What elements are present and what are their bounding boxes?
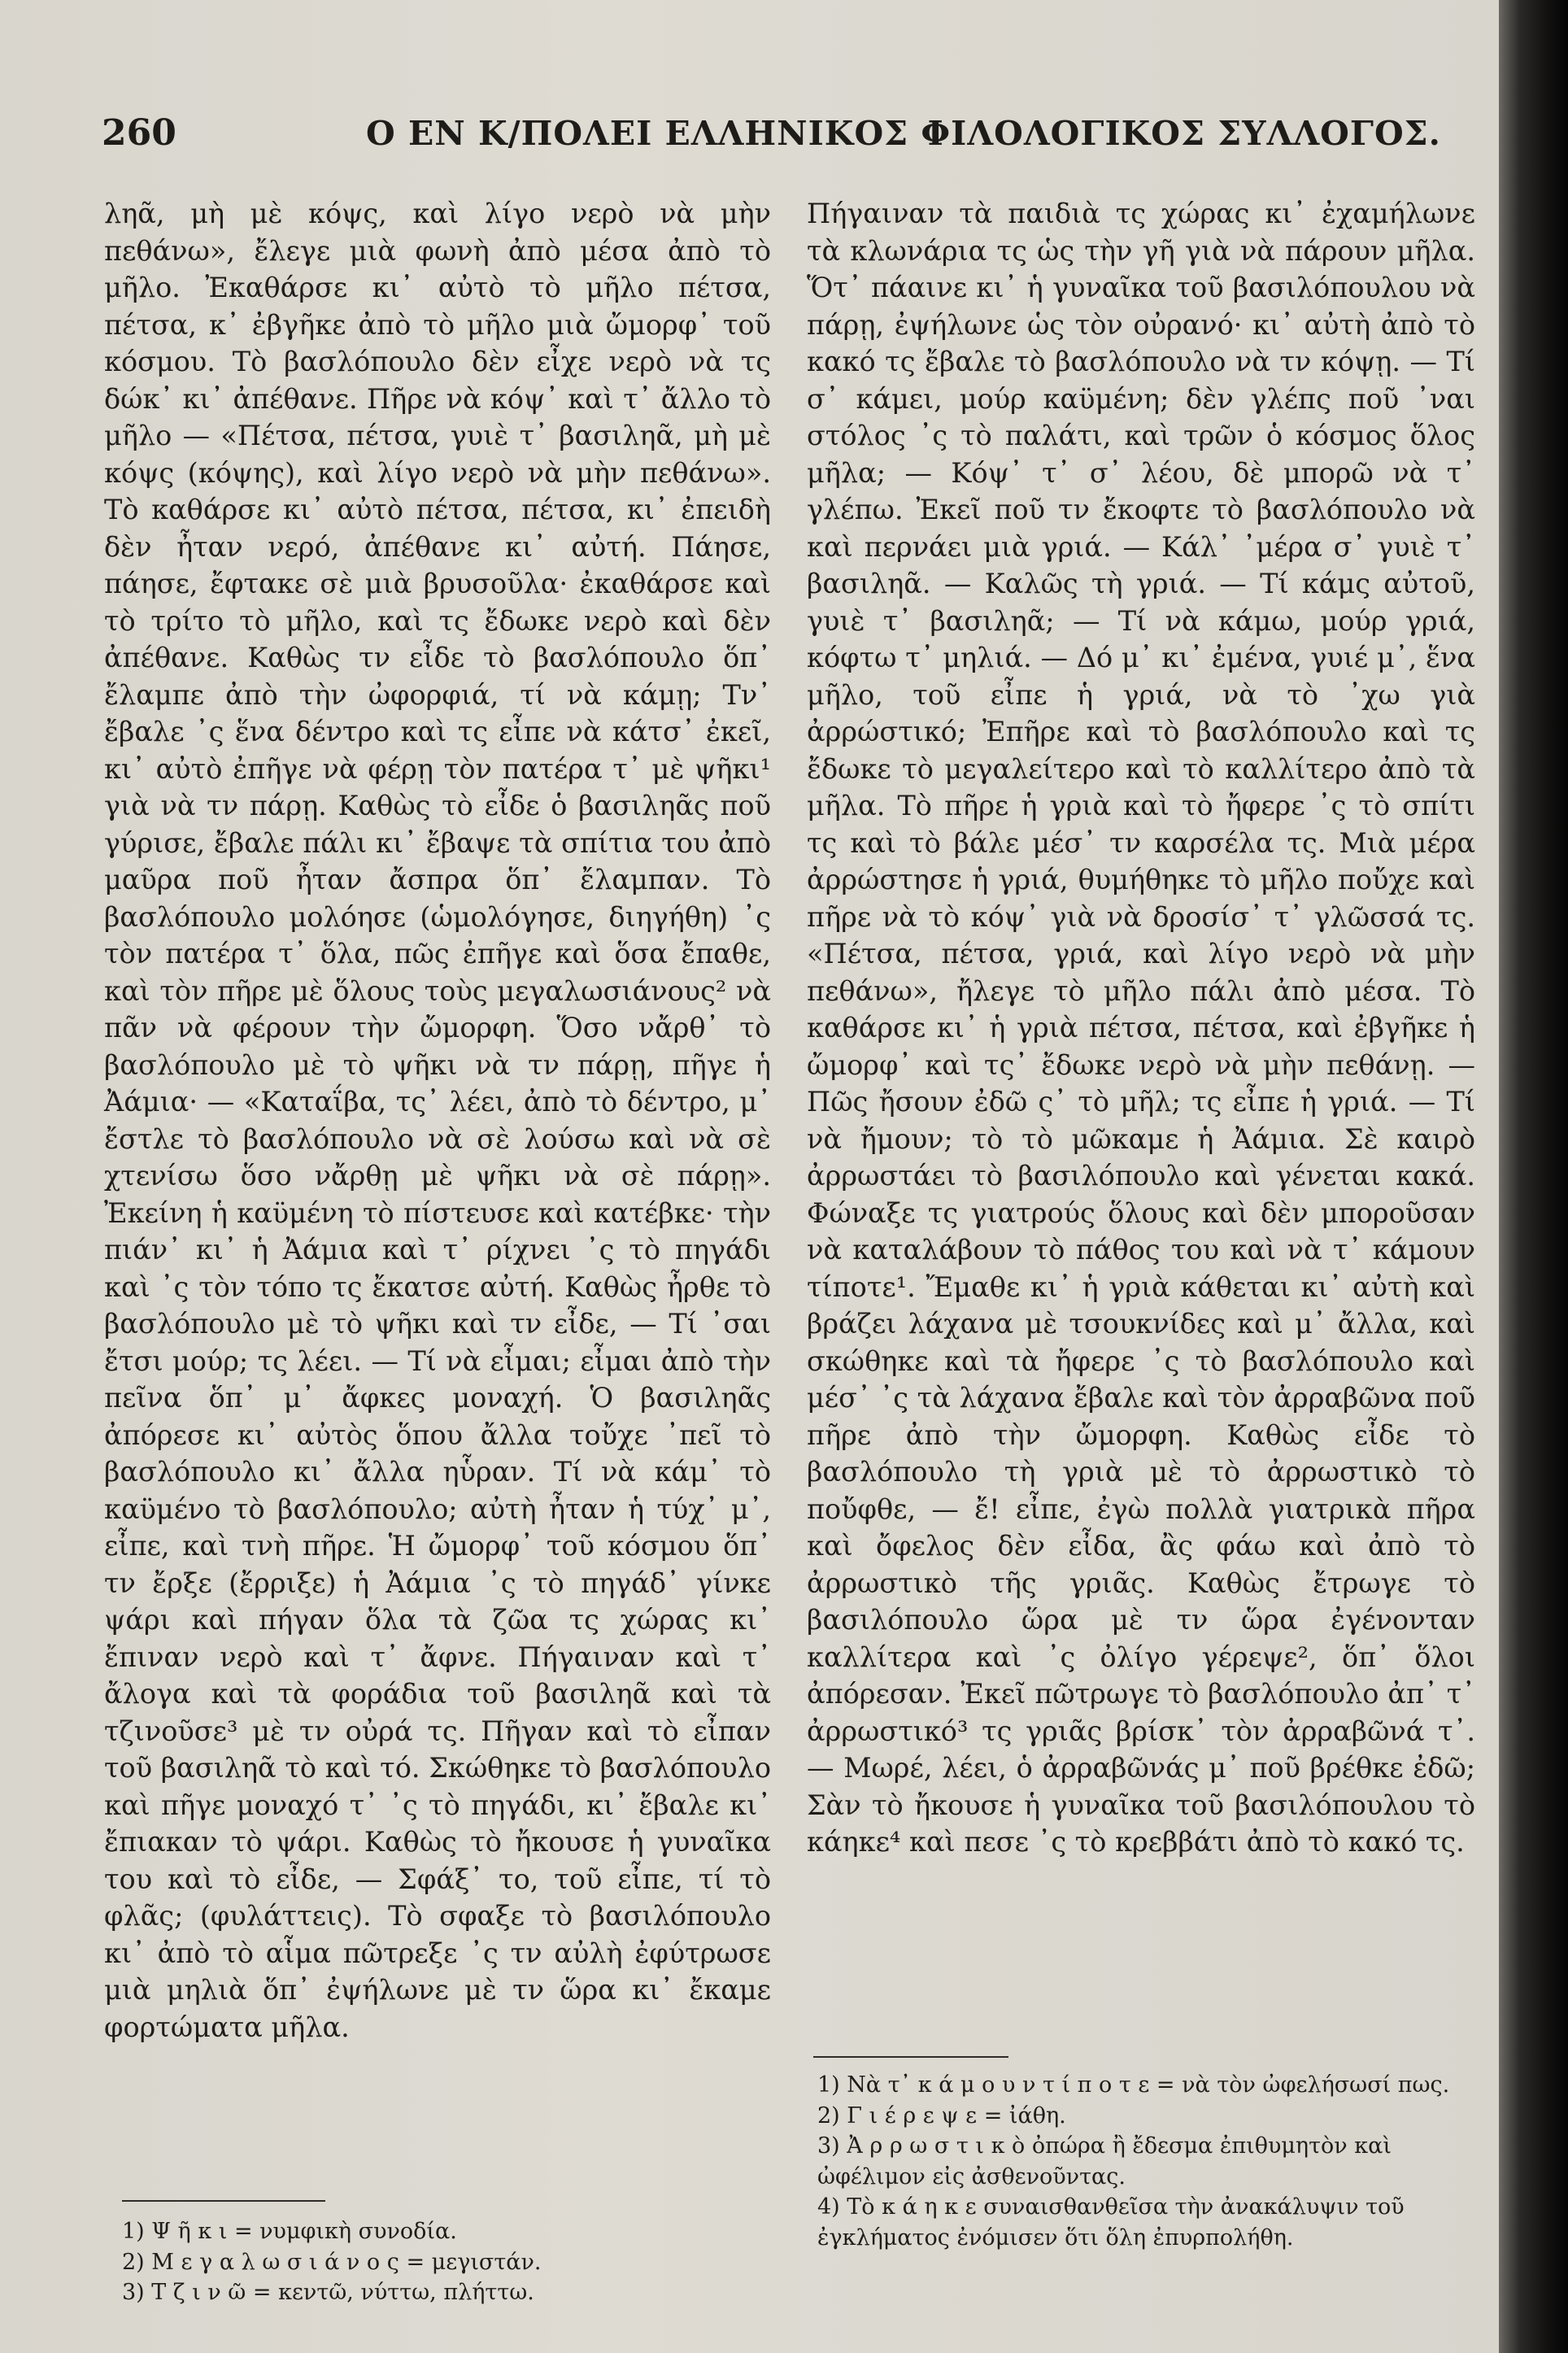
left-column <box>104 195 771 2046</box>
page-number: 260 <box>102 112 176 154</box>
page-edge-shadow <box>1499 0 1568 2353</box>
footnote: 1) Νὰ τ᾿ κ ά μ ο υ ν τ ί π ο τ ε = νὰ τὸν ὠφελήσωσί πως. <box>817 2072 1450 2098</box>
left-column-text: ληᾶ, μὴ μὲ κόψς, καὶ λίγο νερὸ νὰ μὴν πεθάνω», ἔλεγε μιὰ φωνὴ ἀπὸ μέσα ἀπὸ τὸ μῆλο. Ἐκαθάρσε κι᾿ αὐτὸ τὸ μῆλο πέτσα, πέτσα, κ᾿ ἐβγῆκε ἀπὸ τὸ μῆλο μιὰ ὤμορφ᾿ τοῦ κόσμου. Τὸ βασλόπουλο δὲν εἶχε νερὸ νὰ τς δώκ᾿ κι᾿ ἀπέθανε. Πῆρε νὰ κόψ᾿ καὶ τ᾿ ἄλλο τὸ μῆλο — «Πέτσα, πέτσα, γυιὲ τ᾿ βασιληᾶ, μὴ μὲ κόψς (κόψης), καὶ λίγο νερὸ νὰ μὴν πεθάνω». Τὸ καθάρσε κι᾿ αὐτὸ πέτσα, πέτσα, κι᾿ ἐπειδὴ δὲν ἦταν νερό, ἀπέθανε κι᾿ αὐτή. Πάησε, πάησε, ἔφτακε σὲ μιὰ βρυσοῦλα· ἐκαθάρσε καὶ τὸ τρίτο τὸ μῆλο, καὶ τς ἔδωκε νερὸ καὶ δὲν ἀπέθανε. Καθὼς τν εἶδε τὸ βασλόπουλο ὅπ᾿ ἔλαμπε ἀπὸ τὴν ὠφορφιά, τί νὰ κάμῃ; Τν᾿ ἔβαλε ᾽ς ἕνα δέντρο καὶ τς εἶπε νὰ κάτσ᾿ ἐκεῖ, κι᾿ αὐτὸ ἐπῆγε νὰ φέρῃ τὸν πατέρα τ᾿ μὲ ψῆκι¹ γιὰ νὰ τν πάρῃ. Καθὼς τὸ εἶδε ὁ βασιληᾶς ποῦ γύρισε, ἔβαλε πάλι κι᾿ ἔβαψε τὰ σπίτια του ἀπὸ μαῦρα ποῦ ἦταν ἄσπρα ὅπ᾿ ἔλαμπαν. Τὸ βασλόπουλο μολόησε (ὡμολόγησε, διηγήθη) ᾽ς τὸν πατέρα τ᾿ ὅλα, πῶς ἐπῆγε καὶ ὅσα ἔπαθε, καὶ τὸν πῆρε μὲ ὅλους τοὺς μεγαλωσιάνους² νὰ πᾶν νὰ φέρουν τὴν ὤμορφη. Ὅσο νἄρθ᾿ τὸ βασλόπουλο μὲ τὸ ψῆκι νὰ τν πάρῃ, πῆγε ἡ Ἀάμια· — «Καταΐβα, τς᾿ λέει, ἀπὸ τὸ δέντρο, μ᾿ ἔστλε τὸ βασλόπουλο νὰ σὲ λούσω καὶ νὰ σὲ χτενίσω ὅσο νἄρθῃ μὲ ψῆκι νὰ σὲ πάρῃ». Ἐκείνη ἡ καϋμένη τὸ πίστευσε καὶ κατέβκε· τὴν πιάν᾿ κι᾿ ἡ Ἀάμια καὶ τ᾿ ρίχνει ᾽ς τὸ πηγάδι καὶ ᾽ς τὸν τόπο τς ἔκατσε αὐτή. Καθὼς ἦρθε τὸ βασλόπουλο μὲ τὸ ψῆκι καὶ τν εἶδε, — Τί ᾽σαι ἔτσι μούρ; τς λέει. — Τί νὰ εἶμαι; εἶμαι ἀπὸ τὴν πεῖνα ὅπ᾿ μ᾿ ἄφκες μοναχή. Ὁ βασιληᾶς ἀπόρεσε κι᾿ αὐτὸς ὅπου ἄλλα τοὔχε ᾽πεῖ τὸ βασλόπουλο κι᾿ ἄλλα ηὗραν. Τί νὰ κάμ᾿ τὸ καϋμένο τὸ βασλόπουλο; αὐτὴ ἦταν ἡ τύχ᾿ μ᾿, εἶπε, καὶ τνὴ πῆρε. Ἡ ὤμορφ᾿ τοῦ κόσμου ὅπ᾿ τν ἔρξε (ἔρριξε) ἡ Ἀάμια ᾽ς τὸ πηγάδ᾿ γίνκε ψάρι καὶ πήγαν ὅλα τὰ ζῶα τς χώρας κι᾿ ἔπιναν νερὸ καὶ τ᾿ ἄφνε. Πήγαιναν καὶ τ᾿ ἄλογα καὶ τὰ φοράδια τοῦ βασιληᾶ καὶ τὰ τζινοῦσε³ μὲ τν οὐρά τς. Πῆγαν καὶ τὸ εἶπαν τοῦ βασιληᾶ τὸ καὶ τό. Σκώθηκε τὸ βασλόπουλο καὶ πῆγε μοναχό τ᾿ ᾽ς τὸ πηγάδι, κι᾿ ἔβαλε κι᾿ ἔπιακαν τὸ ψάρι. Καθὼς τὸ ἤκουσε ἡ γυναῖκα του καὶ τὸ εἶδε, — Σφάξ᾿ το, τοῦ εἶπε, τί τὸ φλᾶς; (φυλάττεις). Τὸ σφαξε τὸ βασιλόπουλο κι᾿ ἀπὸ τὸ αἷμα πῶτρεξε ᾽ς τν αὐλὴ ἐφύτρωσε μιὰ μηλιὰ ὅπ᾿ ἐψήλωνε μὲ τν ὥρα κι᾿ ἔκαμε φορτώματα μῆλα. <box>104 198 771 2043</box>
right-footnotes <box>817 2070 1484 2253</box>
footnote: 3) Ἀ ρ ρ ω σ τ ι κ ὸ ὀπώρα ἢ ἔδεσμα ἐπιθυμητὸν καὶ ὠφέλιμον εἰς ἀσθενοῦντας. <box>817 2133 1392 2190</box>
footnote: 1) Ψ ῆ κ ι = νυμφικὴ συνοδία. <box>122 2219 457 2244</box>
right-column <box>807 195 1475 1861</box>
left-footnotes <box>122 2216 756 2308</box>
right-footnote-rule <box>813 2056 1008 2058</box>
page-header <box>102 112 1484 169</box>
running-title: Ο ΕΝ Κ/ΠΟΛΕΙ ΕΛΛΗΝΙΚΟΣ ΦΙΛΟΛΟΓΙΚΟΣ ΣΥΛΛΟΓΟΣ. <box>366 114 1441 153</box>
footnote: 2) Γ ι έ ρ ε ψ ε = ἰάθη. <box>817 2102 1066 2129</box>
footnote: 3) Τ ζ ι ν ῶ = κεντῶ, νύττω, πλήττω. <box>122 2280 534 2305</box>
footnote: 2) Μ ε γ α λ ω σ ι ά ν ο ς = μεγιστάν. <box>122 2249 542 2275</box>
left-footnote-rule <box>122 2200 325 2202</box>
right-column-text: Πήγαιναν τὰ παιδιὰ τς χώρας κι᾿ ἐχαμήλωνε τὰ κλωνάρια τς ὡς τὴν γῆ γιὰ νὰ πάρουν μῆλα. Ὅτ᾿ πάαινε κι᾿ ἡ γυναῖκα τοῦ βασιλόπουλου νὰ πάρῃ, ἐψήλωνε ὡς τὸν οὐρανό· κι᾿ αὐτὴ ἀπὸ τὸ κακό τς ἔβαλε τὸ βασλόπουλο νὰ τν κόψῃ. — Τί σ᾿ κάμει, μούρ καϋμένη; δὲν γλέπς ποῦ ᾽ναι στόλος ᾽ς τὸ παλάτι, καὶ τρῶν ὁ κόσμος ὅλος μῆλα; — Κόψ᾿ τ᾿ σ᾿ λέου, δὲ μπορῶ νὰ τ᾿ γλέπω. Ἐκεῖ ποῦ τν ἔκοφτε τὸ βασλόπουλο νὰ καὶ περνάει μιὰ γριά. — Κάλ᾿ ᾽μέρα σ᾿ γυιὲ τ᾿ βασιληᾶ. — Καλῶς τὴ γριά. — Τί κάμς αὐτοῦ, γυιὲ τ᾿ βασιληᾶ; — Τί νὰ κάμω, μούρ γριά, κόφτω τ᾿ μηλιά. — Δό μ᾿ κι᾿ ἐμένα, γυιέ μ᾿, ἕνα μῆλο, τοῦ εἶπε ἡ γριά, νὰ τὸ ᾽χω γιὰ ἀρρώστικό; Ἐπῆρε καὶ τὸ βασλόπουλο καὶ τς ἔδωκε τὸ μεγαλείτερο καὶ τὸ καλλίτερο ἀπὸ τὰ μῆλα. Τὸ πῆρε ἡ γριὰ καὶ τὸ ἤφερε ᾽ς τὸ σπίτι τς καὶ τὸ βάλε μέσ᾿ τν καρσέλα τς. Μιὰ μέρα ἀρρώστησε ἡ γριά, θυμήθηκε τὸ μῆλο ποὔχε καὶ πῆρε νὰ τὸ κόψ᾿ γιὰ νὰ δροσίσ᾿ τ᾿ γλῶσσά τς. «Πέτσα, πέτσα, γριά, καὶ λίγο νερὸ νὰ μὴν πεθάνω», ἤλεγε τὸ μῆλο πάλι ἀπὸ μέσα. Τὸ καθάρσε κι᾿ ἡ γριὰ πέτσα, πέτσα, καὶ ἐβγῆκε ἡ ὤμορφ᾿ καὶ τς᾿ ἔδωκε νερὸ νὰ μὴν πεθάνῃ. — Πῶς ἤσουν ἐδῶ ς᾿ τὸ μῆλ; τς εἶπε ἡ γριά. — Τί νὰ ἤμουν; τὸ τὸ μῶκαμε ἡ Ἀάμια. Σὲ καιρὸ ἀρρωστάει τὸ βασιλόπουλο καὶ γένεται κακά. Φώναξε τς γιατρούς ὅλους καὶ δὲν μποροῦσαν νὰ καταλάβουν τὸ πάθος του καὶ νὰ τ᾿ κάμουν τίποτε¹. Ἔμαθε κι᾿ ἡ γριὰ κάθεται κι᾿ αὐτὴ καὶ βράζει λάχανα μὲ τσουκνίδες καὶ μ᾿ ἄλλα, καὶ σκώθηκε καὶ τὰ ἤφερε ᾽ς τὸ βασλόπουλο καὶ μέσ᾿ ᾽ς τὰ λάχανα ἔβαλε καὶ τὸν ἀρραβῶνα ποῦ πῆρε ἀπὸ τὴν ὤμορφη. Καθὼς εἶδε τὸ βασλόπουλο τὴ γριὰ μὲ τὸ ἀρρωστικὸ τὸ ποὔφθε, — ἔ! εἶπε, ἐγὼ πολλὰ γιατρικὰ πῆρα καὶ ὄφελος δὲν εἶδα, ἂς φάω καὶ ἀπὸ τὸ ἀρρωστικὸ τῆς γριᾶς. Καθὼς ἔτρωγε τὸ βασιλόπουλο ὥρα μὲ τν ὥρα ἐγένονταν καλλίτερα καὶ ᾽ς ὀλίγο γέρεψε², ὅπ᾿ ὅλοι ἀπόρεσαν. Ἐκεῖ πῶτρωγε τὸ βασλόπουλο ἀπ᾿ τ᾿ ἀρρωστικό³ τς γριᾶς βρίσκ᾿ τὸν ἀρραβῶνά τ᾿. — Μωρέ, λέει, ὁ ἀρραβῶνάς μ᾿ ποῦ βρέθκε ἐδῶ; Σὰν τὸ ἤκουσε ἡ γυναῖκα τοῦ βασιλόπουλου τὸ κάηκε⁴ καὶ πεσε ᾽ς τὸ κρεββάτι ἀπὸ τὸ κακό τς. <box>807 198 1475 1858</box>
footnote: 4) Τὸ κ ά η κ ε συναισθανθεῖσα τὴν ἀνακάλυψιν τοῦ ἐγκλήματος ἐνόμισεν ὅτι ὅλη ἐπυρπολήθη. <box>817 2194 1405 2251</box>
